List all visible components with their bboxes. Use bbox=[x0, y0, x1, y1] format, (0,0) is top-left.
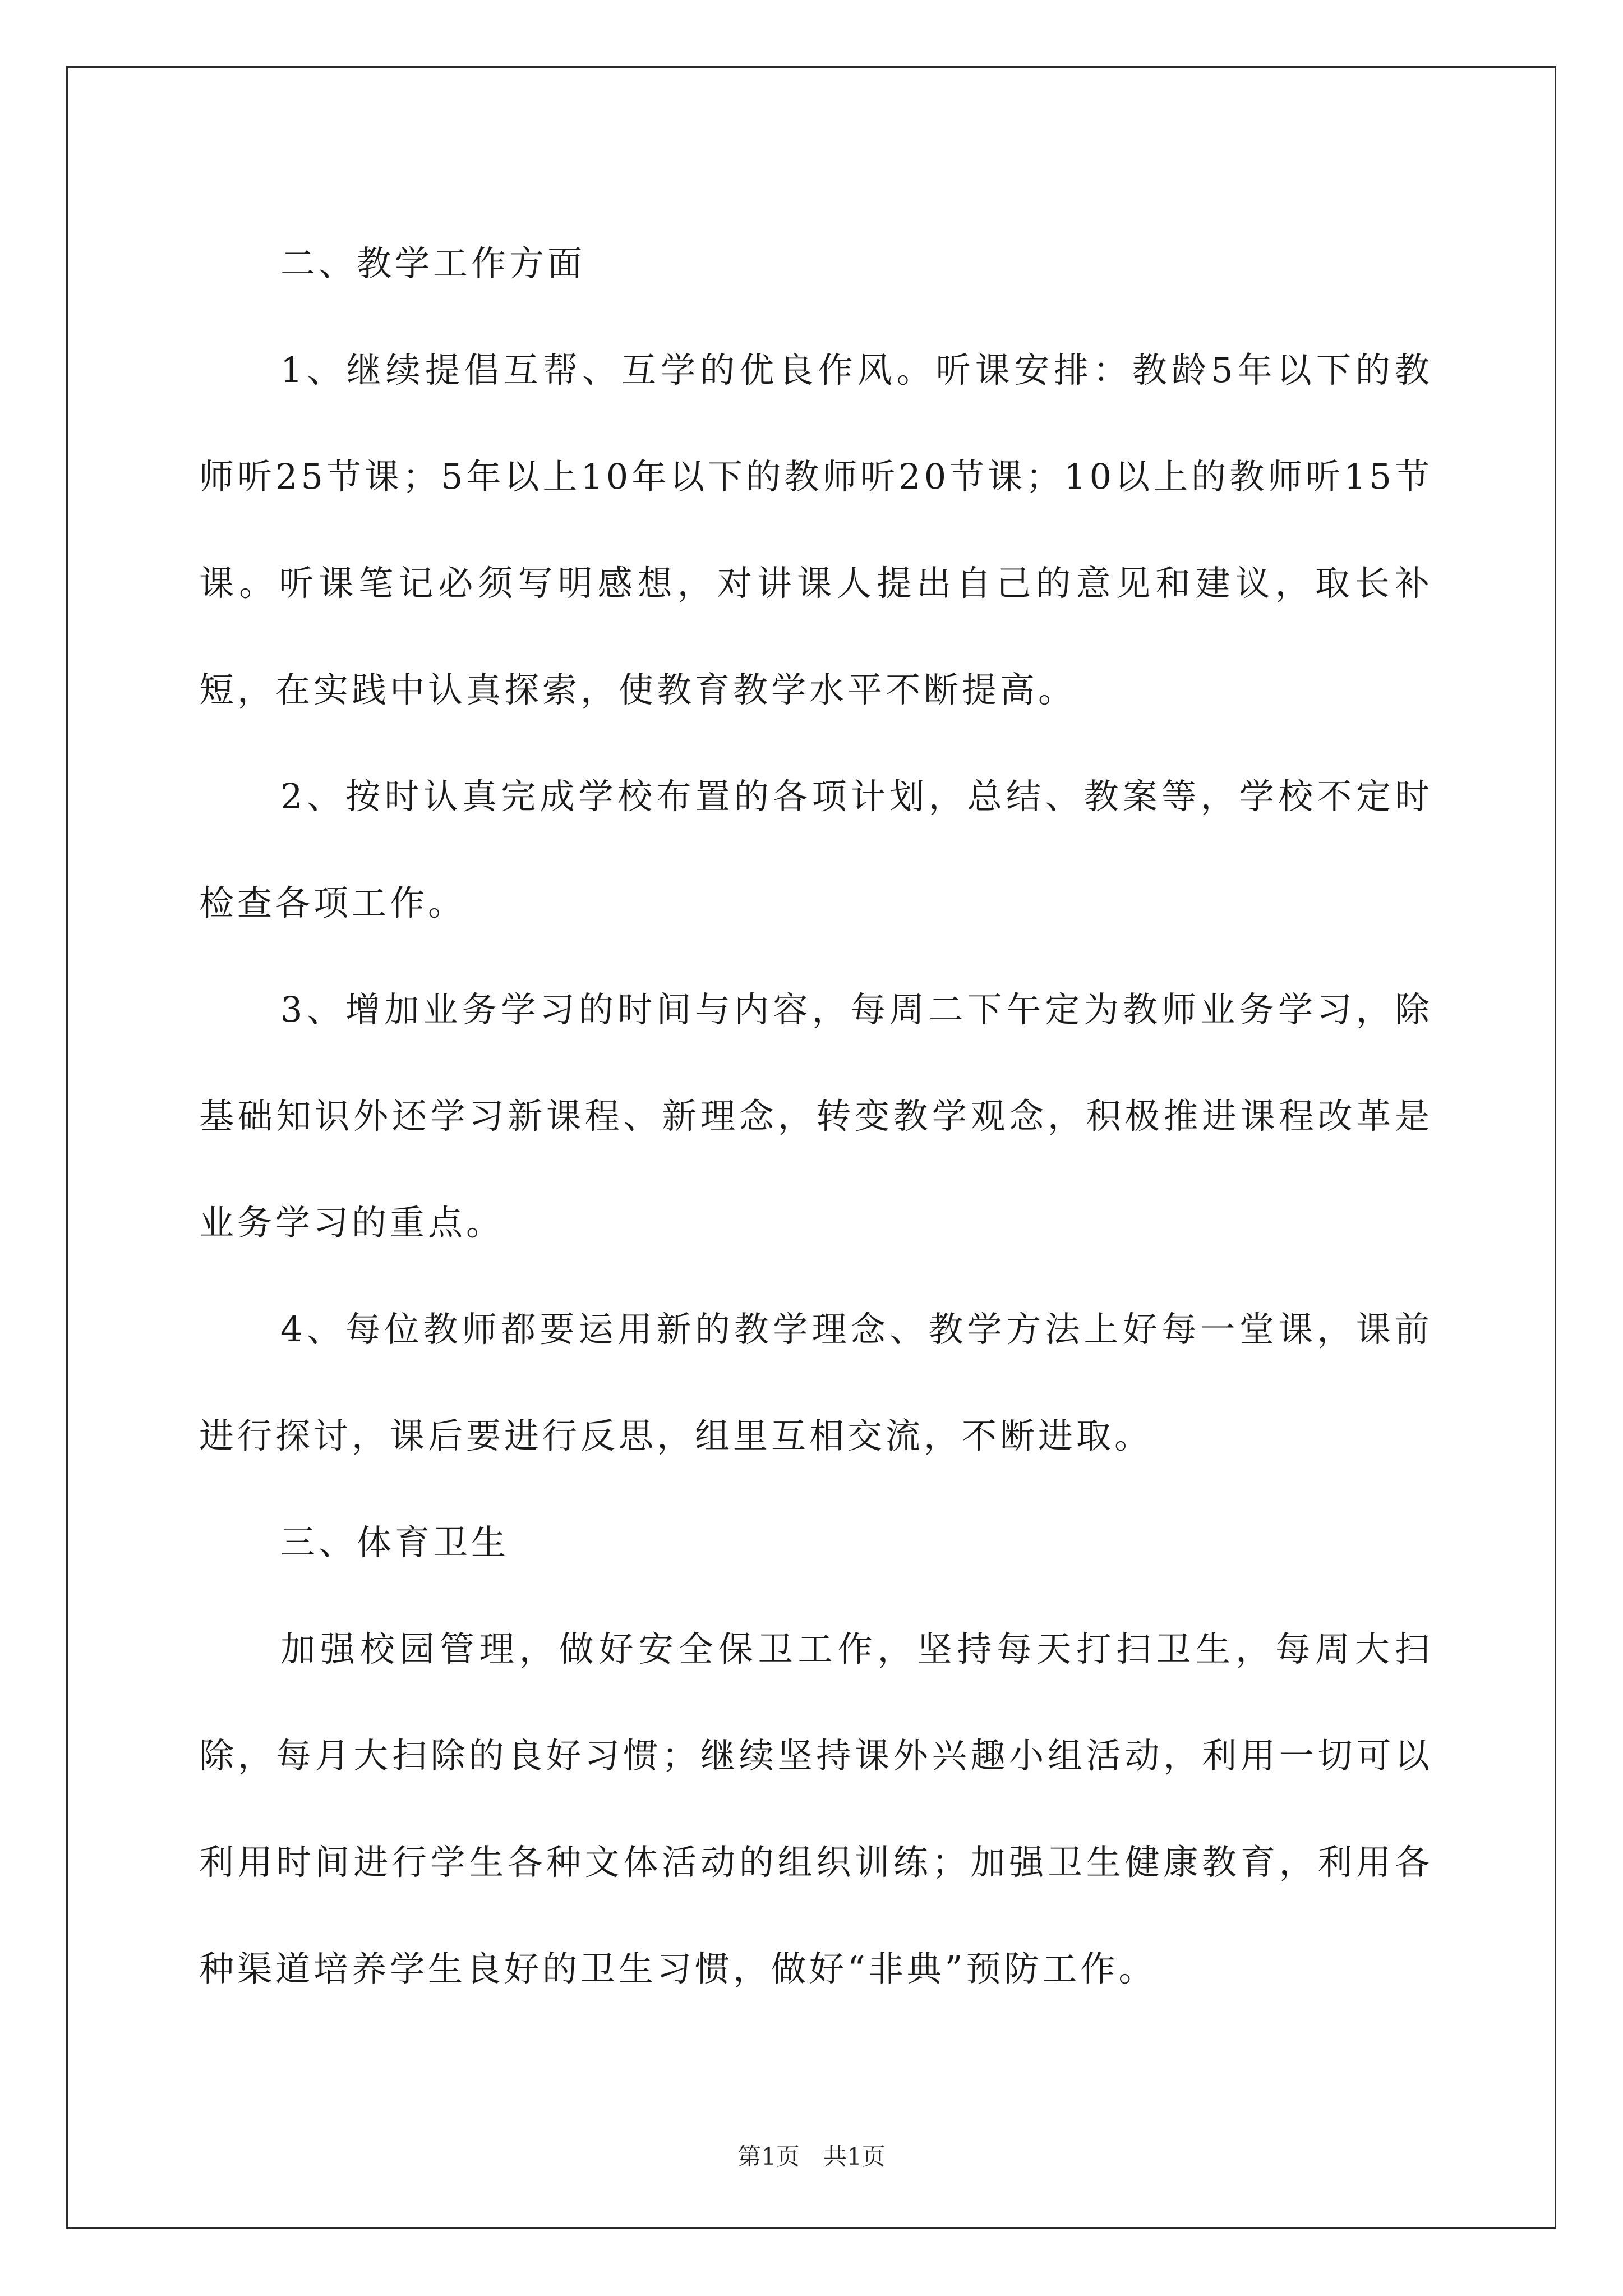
paragraph-sports-hygiene: 加强校园管理，做好安全保卫工作，坚持每天打扫卫生，每周大扫除，每月大扫除的良好习惯；继续坚持课外兴趣小组活动，利用一切可以利用时间进行学生各种文体活动的组织训练；加强卫生健康教育，利用各种渠道培养学生良好的卫生习惯，做好“非典”预防工作。 bbox=[199, 1628, 1433, 1989]
section-heading-sports-hygiene: 三、体育卫生 bbox=[280, 1522, 510, 1563]
paragraph-item-1: 1、继续提倡互帮、互学的优良作风。听课安排：教龄5年以下的教师听25节课；5年以上10年以下的教师听20节课；10以上的教师听15节课。听课笔记必须写明感想，对讲课人提出自己的意见和建议，取长补短，在实践中认真探索，使教育教学水平不断提高。 bbox=[199, 349, 1433, 710]
page-footer: 第1页 共1页 bbox=[737, 2143, 886, 2170]
paragraph-item-4: 4、每位教师都要运用新的教学理念、教学方法上好每一堂课，课前进行探讨，课后要进行反思，组里互相交流，不断进取。 bbox=[199, 1309, 1433, 1456]
section-heading-teaching: 二、教学工作方面 bbox=[280, 243, 586, 284]
paragraph-item-3: 3、增加业务学习的时间与内容，每周二下午定为教师业务学习，除基础知识外还学习新课程、新理念，转变教学观念，积极推进课程改革是业务学习的重点。 bbox=[199, 989, 1433, 1243]
paragraph-item-2: 2、按时认真完成学校布置的各项计划，总结、教案等，学校不定时检查各项工作。 bbox=[199, 776, 1433, 923]
document-body bbox=[199, 210, 1433, 2022]
